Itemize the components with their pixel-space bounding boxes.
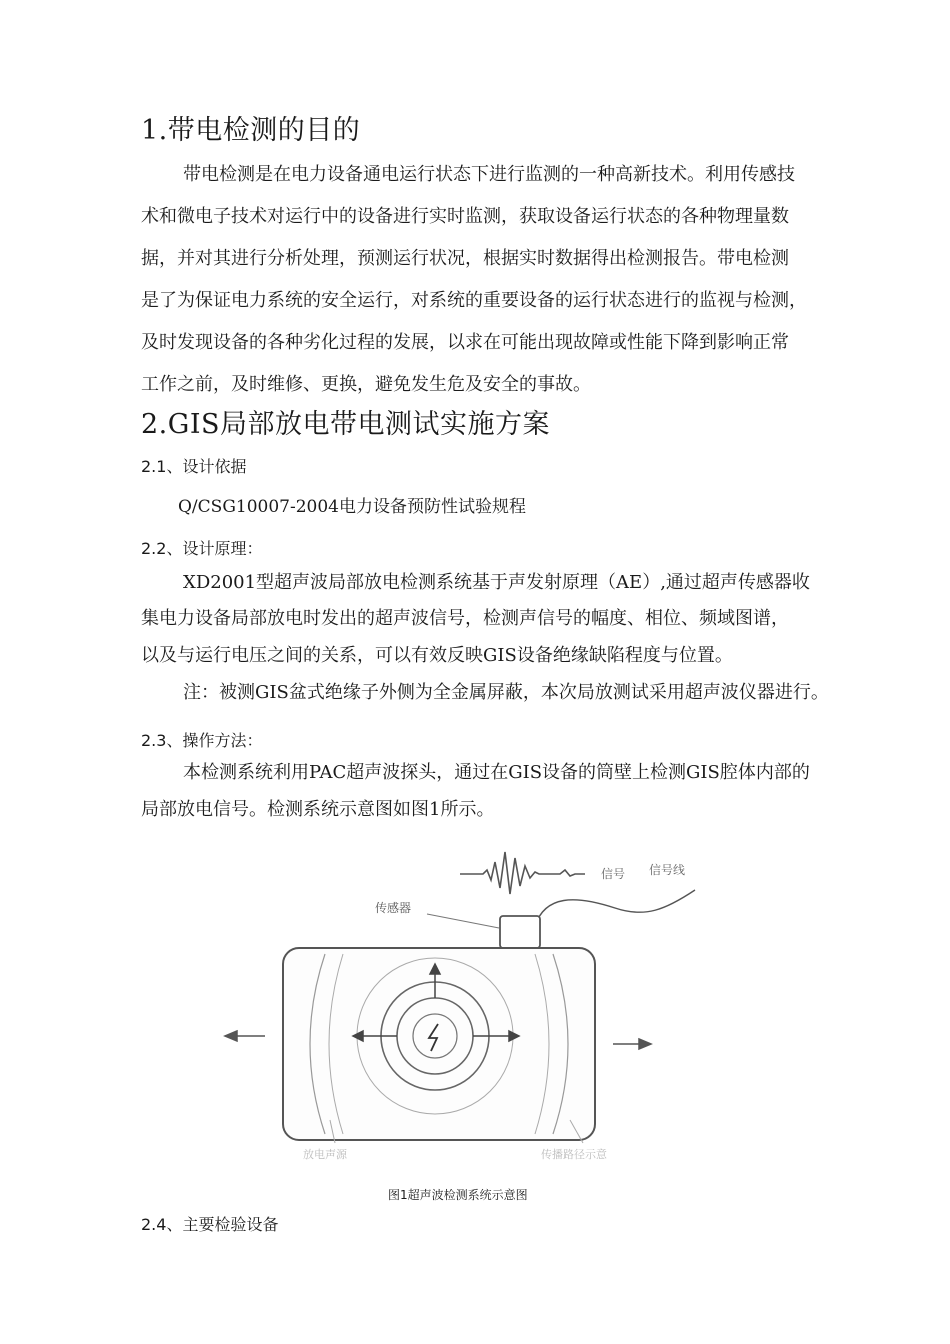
section2-2-title: 2.2、设计原理： bbox=[141, 539, 263, 558]
section1-heading: 1.带电检测的目的 bbox=[141, 115, 361, 146]
section2-4-title: 2.4、主要检验设备 bbox=[141, 1215, 279, 1234]
gis-tank bbox=[283, 948, 595, 1140]
label-signal-wire: 信号线 bbox=[648, 863, 685, 877]
signal-wire bbox=[535, 890, 695, 926]
section2-2-note: 注：被测GIS盆式绝缘子外侧为全金属屏蔽，本次局放测试采用超声波仪器进行。 bbox=[183, 682, 829, 703]
section2-3-title: 2.3、操作方法： bbox=[141, 731, 263, 750]
label-bottom-right: 传播路径示意 bbox=[541, 1148, 607, 1161]
section1-line-4: 是了为保证电力系统的安全运行，对系统的重要设备的运行状态进行的监视与检测， bbox=[141, 290, 807, 311]
label-signal: 信号 bbox=[601, 867, 626, 881]
section1-line-3: 据，并对其进行分析处理，预测运行状况，根据实时数据得出检测报告。带电检测 bbox=[141, 248, 789, 269]
section2-2-line-3: 以及与运行电压之间的关系，可以有效反映GIS设备绝缘缺陷程度与位置。 bbox=[141, 645, 733, 666]
section2-1-text: Q/CSG10007-2004电力设备预防性试验规程 bbox=[178, 497, 526, 517]
signal-waveform bbox=[460, 852, 585, 894]
section2-2-line-2: 集电力设备局部放电时发出的超声波信号，检测声信号的幅度、相位、频域图谱， bbox=[141, 608, 789, 629]
section1-line-6: 工作之前，及时维修、更换，避免发生危及安全的事故。 bbox=[141, 374, 591, 395]
section2-1-title: 2.1、设计依据 bbox=[141, 457, 247, 476]
label-sensor: 传感器 bbox=[375, 901, 412, 915]
section2-2-line-1: XD2001型超声波局部放电检测系统基于声发射原理（AE）,通过超声传感器收 bbox=[183, 572, 810, 593]
ultrasonic-system-diagram bbox=[215, 840, 685, 1180]
sensor-pointer bbox=[427, 914, 499, 928]
figure-caption: 图1超声波检测系统示意图 bbox=[388, 1188, 528, 1202]
section1-line-2: 术和微电子技术对运行中的设备进行实时监测，获取设备运行状态的各种物理量数 bbox=[141, 206, 789, 227]
section2-3-line-1: 本检测系统利用PAC超声波探头，通过在GIS设备的筒壁上检测GIS腔体内部的 bbox=[183, 762, 810, 783]
sensor-block bbox=[500, 916, 540, 948]
section1-line-5: 及时发现设备的各种劣化过程的发展，以求在可能出现故障或性能下降到影响正常 bbox=[141, 332, 789, 353]
section2-3-line-2: 局部放电信号。检测系统示意图如图1所示。 bbox=[141, 799, 495, 820]
section1-line-1: 带电检测是在电力设备通电运行状态下进行监测的一种高新技术。利用传感技 bbox=[183, 164, 795, 185]
section2-heading: 2.GIS局部放电带电测试实施方案 bbox=[141, 409, 550, 440]
label-bottom-left: 放电声源 bbox=[303, 1148, 347, 1161]
